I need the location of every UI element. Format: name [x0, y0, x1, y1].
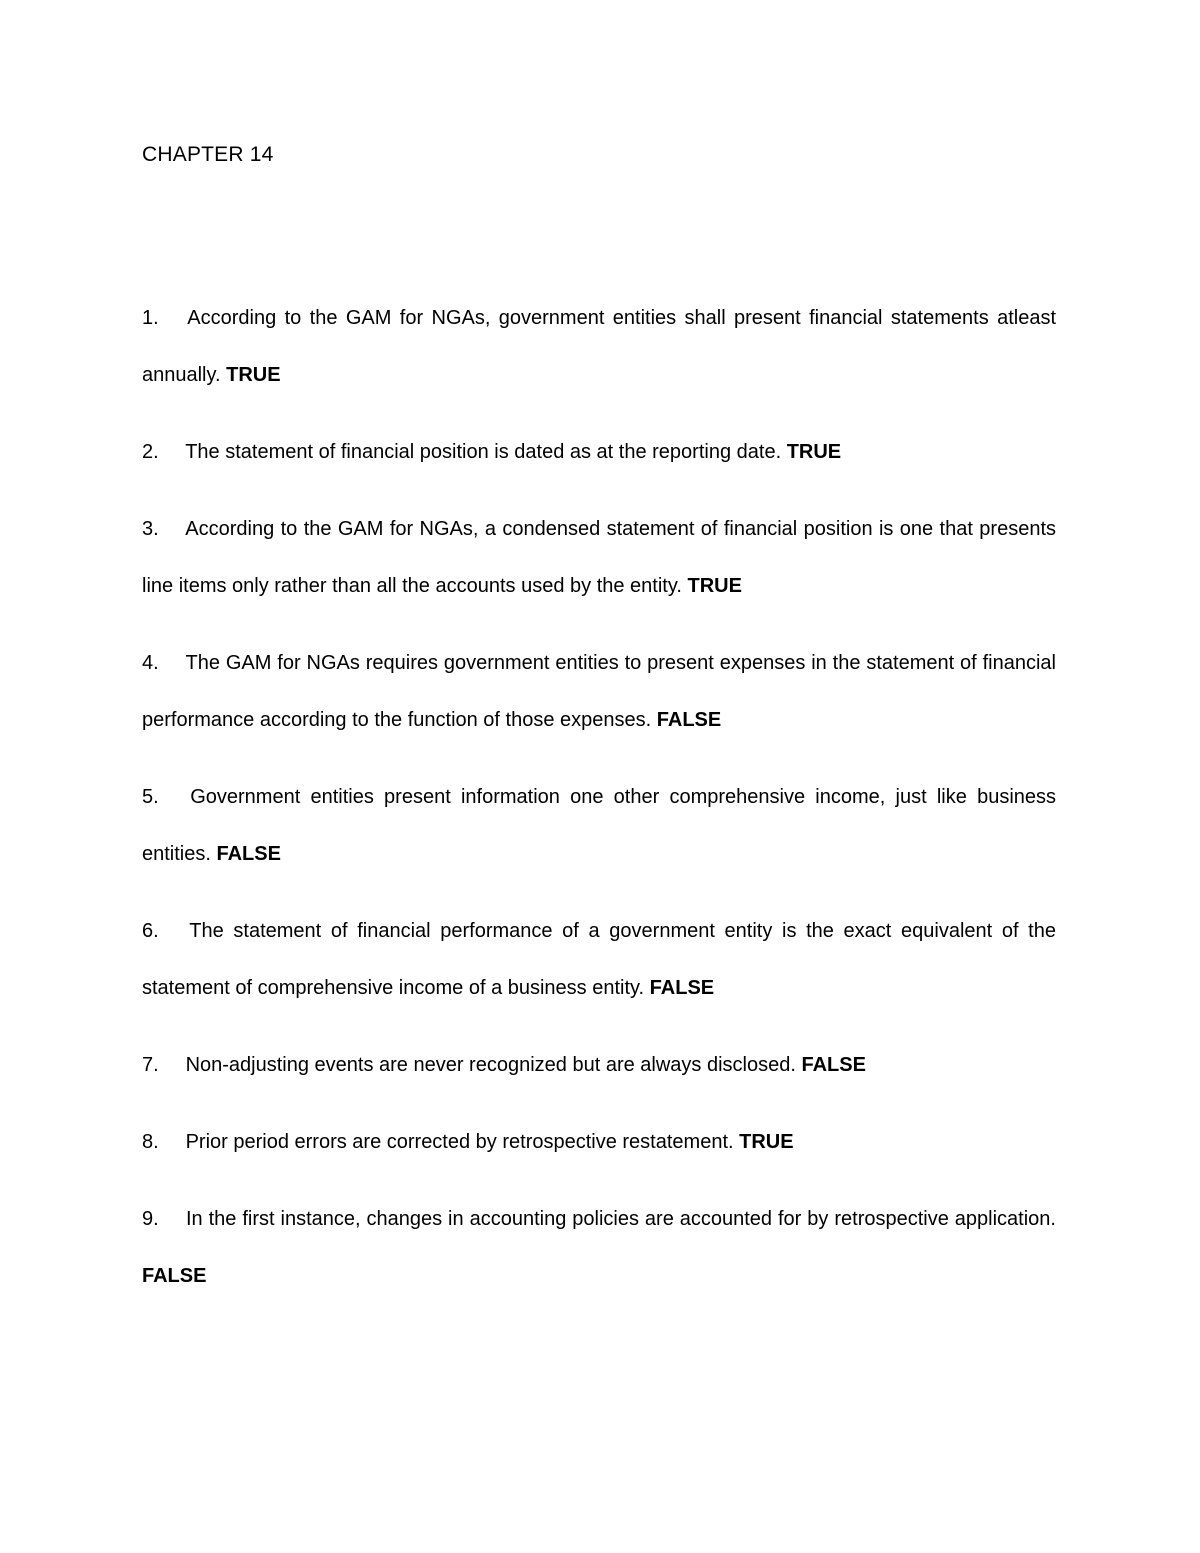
question-text: According to the GAM for NGAs, government entities shall present financial statements atleast annually. — [142, 307, 1057, 386]
question-item — [142, 1114, 1056, 1171]
question-answer: FALSE — [656, 709, 722, 731]
question-number: 7. — [142, 1054, 159, 1076]
question-number: 6. — [142, 920, 159, 942]
question-text: In the first instance, changes in accounting policies are accounted for by retrospective application. — [185, 1208, 1056, 1230]
question-answer: FALSE — [649, 977, 715, 999]
question-answer: FALSE — [801, 1054, 866, 1076]
question-text: According to the GAM for NGAs, a condensed statement of financial position is one that presents line items only rather than all the accounts used by the entity. — [142, 518, 1057, 597]
question-number: 8. — [142, 1131, 159, 1153]
question-item — [142, 635, 1056, 749]
question-answer: TRUE — [687, 575, 742, 597]
question-item — [142, 424, 1056, 481]
question-item — [142, 1191, 1056, 1305]
question-text: The GAM for NGAs requires government entities to present expenses in the statement of financial performance according to the function of those expenses. — [142, 652, 1056, 731]
question-number: 3. — [142, 518, 159, 540]
question-number: 1. — [142, 307, 159, 329]
question-item — [142, 903, 1056, 1017]
question-text: The statement of financial position is dated as at the reporting date. — [185, 441, 782, 463]
chapter-title: CHAPTER 14 — [142, 143, 274, 166]
question-number: 5. — [142, 786, 159, 808]
question-item — [142, 501, 1056, 615]
question-item — [142, 769, 1056, 883]
question-answer: FALSE — [216, 843, 281, 865]
question-item — [142, 1037, 1056, 1094]
question-list — [142, 290, 1056, 1325]
question-item — [142, 290, 1056, 404]
question-number: 9. — [142, 1208, 159, 1230]
question-answer: TRUE — [226, 364, 281, 386]
question-answer: TRUE — [739, 1131, 794, 1153]
question-text: Non-adjusting events are never recognized but are always disclosed. — [185, 1054, 796, 1076]
question-text: Prior period errors are corrected by retrospective restatement. — [185, 1131, 734, 1153]
question-answer: TRUE — [786, 441, 842, 463]
question-number: 2. — [142, 441, 159, 463]
question-text: Government entities present information one other comprehensive income, just like business entities. — [142, 786, 1057, 865]
question-number: 4. — [142, 652, 159, 674]
question-text: The statement of financial performance of a government entity is the exact equivalent of the statement of comprehensive income of a business entity. — [142, 920, 1056, 999]
question-answer: FALSE — [142, 1265, 207, 1287]
